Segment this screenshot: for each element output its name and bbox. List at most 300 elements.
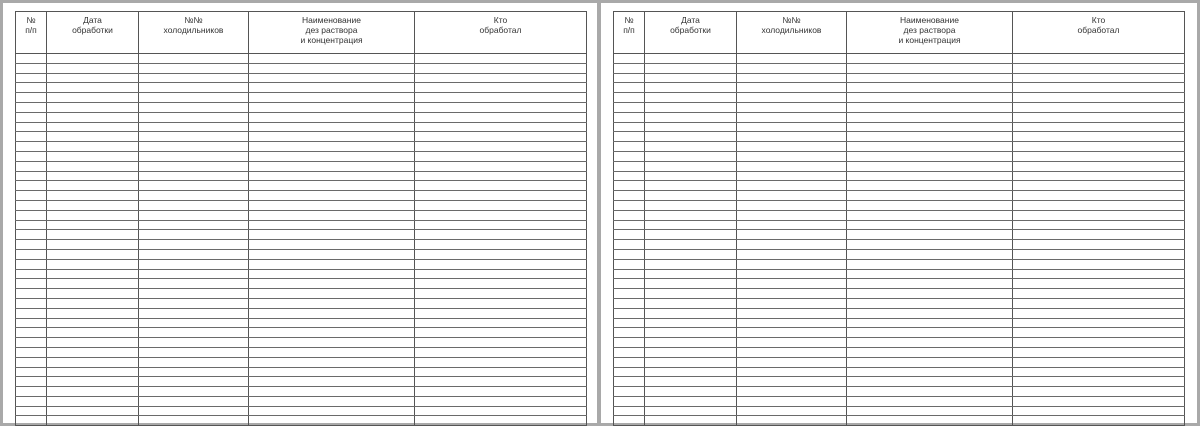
- cell-treatment-date[interactable]: [645, 347, 737, 357]
- cell-treated-by[interactable]: [1013, 200, 1185, 210]
- cell-row-number[interactable]: [16, 54, 47, 64]
- cell-fridge-numbers[interactable]: [139, 367, 249, 377]
- cell-disinfectant[interactable]: [249, 406, 415, 416]
- cell-treatment-date[interactable]: [645, 142, 737, 152]
- cell-treated-by[interactable]: [1013, 240, 1185, 250]
- cell-row-number[interactable]: [614, 318, 645, 328]
- cell-fridge-numbers[interactable]: [737, 298, 847, 308]
- cell-row-number[interactable]: [16, 151, 47, 161]
- cell-treated-by[interactable]: [415, 259, 587, 269]
- cell-treatment-date[interactable]: [645, 279, 737, 289]
- cell-disinfectant[interactable]: [847, 132, 1013, 142]
- cell-row-number[interactable]: [614, 259, 645, 269]
- cell-treated-by[interactable]: [415, 387, 587, 397]
- cell-fridge-numbers[interactable]: [139, 93, 249, 103]
- cell-treatment-date[interactable]: [47, 269, 139, 279]
- cell-disinfectant[interactable]: [249, 328, 415, 338]
- cell-treated-by[interactable]: [1013, 151, 1185, 161]
- cell-row-number[interactable]: [614, 171, 645, 181]
- cell-disinfectant[interactable]: [847, 269, 1013, 279]
- cell-treated-by[interactable]: [1013, 63, 1185, 73]
- cell-row-number[interactable]: [16, 328, 47, 338]
- cell-treated-by[interactable]: [1013, 210, 1185, 220]
- cell-treatment-date[interactable]: [47, 220, 139, 230]
- cell-fridge-numbers[interactable]: [737, 357, 847, 367]
- cell-treatment-date[interactable]: [47, 181, 139, 191]
- cell-disinfectant[interactable]: [847, 73, 1013, 83]
- cell-row-number[interactable]: [16, 171, 47, 181]
- cell-fridge-numbers[interactable]: [737, 122, 847, 132]
- cell-treatment-date[interactable]: [645, 171, 737, 181]
- cell-fridge-numbers[interactable]: [139, 416, 249, 426]
- cell-treatment-date[interactable]: [47, 151, 139, 161]
- cell-treated-by[interactable]: [1013, 259, 1185, 269]
- cell-fridge-numbers[interactable]: [139, 122, 249, 132]
- cell-fridge-numbers[interactable]: [139, 73, 249, 83]
- cell-row-number[interactable]: [614, 54, 645, 64]
- cell-disinfectant[interactable]: [847, 357, 1013, 367]
- cell-treated-by[interactable]: [1013, 338, 1185, 348]
- cell-disinfectant[interactable]: [249, 83, 415, 93]
- cell-disinfectant[interactable]: [847, 347, 1013, 357]
- cell-fridge-numbers[interactable]: [139, 230, 249, 240]
- cell-disinfectant[interactable]: [249, 298, 415, 308]
- cell-row-number[interactable]: [614, 347, 645, 357]
- cell-row-number[interactable]: [614, 181, 645, 191]
- cell-row-number[interactable]: [614, 396, 645, 406]
- cell-treatment-date[interactable]: [47, 230, 139, 240]
- cell-treatment-date[interactable]: [47, 210, 139, 220]
- cell-treated-by[interactable]: [1013, 279, 1185, 289]
- cell-treatment-date[interactable]: [645, 298, 737, 308]
- cell-row-number[interactable]: [614, 191, 645, 201]
- cell-fridge-numbers[interactable]: [737, 191, 847, 201]
- cell-disinfectant[interactable]: [847, 367, 1013, 377]
- cell-treatment-date[interactable]: [645, 338, 737, 348]
- cell-treated-by[interactable]: [415, 191, 587, 201]
- cell-fridge-numbers[interactable]: [737, 289, 847, 299]
- cell-disinfectant[interactable]: [847, 200, 1013, 210]
- cell-treated-by[interactable]: [1013, 367, 1185, 377]
- cell-row-number[interactable]: [614, 416, 645, 426]
- cell-disinfectant[interactable]: [847, 338, 1013, 348]
- cell-treated-by[interactable]: [415, 132, 587, 142]
- cell-treatment-date[interactable]: [47, 308, 139, 318]
- cell-row-number[interactable]: [16, 387, 47, 397]
- cell-fridge-numbers[interactable]: [139, 308, 249, 318]
- cell-row-number[interactable]: [16, 112, 47, 122]
- cell-treated-by[interactable]: [1013, 161, 1185, 171]
- cell-disinfectant[interactable]: [249, 347, 415, 357]
- cell-treated-by[interactable]: [1013, 54, 1185, 64]
- cell-treated-by[interactable]: [415, 249, 587, 259]
- cell-fridge-numbers[interactable]: [737, 93, 847, 103]
- cell-treated-by[interactable]: [1013, 171, 1185, 181]
- cell-fridge-numbers[interactable]: [139, 406, 249, 416]
- cell-disinfectant[interactable]: [249, 367, 415, 377]
- cell-treatment-date[interactable]: [47, 279, 139, 289]
- cell-fridge-numbers[interactable]: [139, 338, 249, 348]
- cell-treatment-date[interactable]: [47, 249, 139, 259]
- cell-row-number[interactable]: [16, 220, 47, 230]
- cell-fridge-numbers[interactable]: [737, 367, 847, 377]
- cell-treatment-date[interactable]: [645, 357, 737, 367]
- cell-fridge-numbers[interactable]: [139, 328, 249, 338]
- cell-row-number[interactable]: [16, 63, 47, 73]
- cell-treated-by[interactable]: [415, 83, 587, 93]
- cell-disinfectant[interactable]: [249, 54, 415, 64]
- cell-disinfectant[interactable]: [847, 328, 1013, 338]
- cell-treated-by[interactable]: [415, 210, 587, 220]
- cell-treated-by[interactable]: [1013, 318, 1185, 328]
- cell-treated-by[interactable]: [1013, 269, 1185, 279]
- cell-disinfectant[interactable]: [249, 191, 415, 201]
- cell-disinfectant[interactable]: [249, 161, 415, 171]
- cell-row-number[interactable]: [614, 151, 645, 161]
- cell-disinfectant[interactable]: [847, 387, 1013, 397]
- cell-treatment-date[interactable]: [645, 240, 737, 250]
- cell-disinfectant[interactable]: [249, 102, 415, 112]
- cell-treated-by[interactable]: [415, 308, 587, 318]
- cell-treated-by[interactable]: [415, 112, 587, 122]
- cell-treated-by[interactable]: [415, 230, 587, 240]
- cell-disinfectant[interactable]: [249, 289, 415, 299]
- cell-row-number[interactable]: [614, 230, 645, 240]
- cell-treatment-date[interactable]: [47, 357, 139, 367]
- cell-treatment-date[interactable]: [645, 220, 737, 230]
- cell-treated-by[interactable]: [1013, 249, 1185, 259]
- cell-fridge-numbers[interactable]: [139, 298, 249, 308]
- cell-treatment-date[interactable]: [645, 181, 737, 191]
- cell-treatment-date[interactable]: [645, 387, 737, 397]
- cell-fridge-numbers[interactable]: [737, 151, 847, 161]
- cell-treated-by[interactable]: [1013, 230, 1185, 240]
- cell-treated-by[interactable]: [415, 240, 587, 250]
- cell-row-number[interactable]: [16, 259, 47, 269]
- cell-treated-by[interactable]: [415, 406, 587, 416]
- cell-disinfectant[interactable]: [847, 220, 1013, 230]
- cell-row-number[interactable]: [614, 377, 645, 387]
- cell-disinfectant[interactable]: [847, 240, 1013, 250]
- cell-treatment-date[interactable]: [47, 347, 139, 357]
- cell-row-number[interactable]: [614, 210, 645, 220]
- cell-treatment-date[interactable]: [47, 200, 139, 210]
- cell-row-number[interactable]: [614, 102, 645, 112]
- cell-treatment-date[interactable]: [47, 240, 139, 250]
- cell-disinfectant[interactable]: [249, 73, 415, 83]
- cell-treated-by[interactable]: [415, 63, 587, 73]
- cell-fridge-numbers[interactable]: [139, 387, 249, 397]
- cell-row-number[interactable]: [16, 269, 47, 279]
- cell-disinfectant[interactable]: [847, 171, 1013, 181]
- cell-row-number[interactable]: [614, 269, 645, 279]
- cell-row-number[interactable]: [16, 396, 47, 406]
- cell-treatment-date[interactable]: [645, 249, 737, 259]
- cell-row-number[interactable]: [614, 83, 645, 93]
- cell-treatment-date[interactable]: [47, 318, 139, 328]
- cell-disinfectant[interactable]: [249, 396, 415, 406]
- cell-disinfectant[interactable]: [249, 387, 415, 397]
- cell-treatment-date[interactable]: [645, 191, 737, 201]
- cell-row-number[interactable]: [614, 289, 645, 299]
- cell-treated-by[interactable]: [415, 151, 587, 161]
- cell-fridge-numbers[interactable]: [737, 347, 847, 357]
- cell-fridge-numbers[interactable]: [139, 151, 249, 161]
- cell-treatment-date[interactable]: [645, 367, 737, 377]
- cell-fridge-numbers[interactable]: [139, 83, 249, 93]
- cell-row-number[interactable]: [16, 308, 47, 318]
- cell-fridge-numbers[interactable]: [737, 338, 847, 348]
- cell-treatment-date[interactable]: [47, 338, 139, 348]
- cell-fridge-numbers[interactable]: [737, 396, 847, 406]
- cell-fridge-numbers[interactable]: [737, 210, 847, 220]
- cell-disinfectant[interactable]: [249, 142, 415, 152]
- cell-fridge-numbers[interactable]: [139, 191, 249, 201]
- cell-disinfectant[interactable]: [249, 122, 415, 132]
- cell-row-number[interactable]: [614, 328, 645, 338]
- cell-treated-by[interactable]: [1013, 357, 1185, 367]
- cell-treatment-date[interactable]: [645, 54, 737, 64]
- cell-treatment-date[interactable]: [47, 73, 139, 83]
- cell-row-number[interactable]: [16, 181, 47, 191]
- cell-treatment-date[interactable]: [645, 377, 737, 387]
- cell-disinfectant[interactable]: [847, 406, 1013, 416]
- cell-treatment-date[interactable]: [47, 122, 139, 132]
- cell-treated-by[interactable]: [415, 416, 587, 426]
- cell-treated-by[interactable]: [1013, 220, 1185, 230]
- cell-treatment-date[interactable]: [645, 102, 737, 112]
- cell-treated-by[interactable]: [1013, 181, 1185, 191]
- cell-fridge-numbers[interactable]: [737, 240, 847, 250]
- cell-treated-by[interactable]: [415, 396, 587, 406]
- cell-fridge-numbers[interactable]: [139, 54, 249, 64]
- cell-treated-by[interactable]: [1013, 83, 1185, 93]
- cell-disinfectant[interactable]: [847, 122, 1013, 132]
- cell-treatment-date[interactable]: [47, 416, 139, 426]
- cell-fridge-numbers[interactable]: [737, 142, 847, 152]
- cell-row-number[interactable]: [614, 220, 645, 230]
- cell-disinfectant[interactable]: [249, 210, 415, 220]
- cell-treated-by[interactable]: [415, 279, 587, 289]
- cell-treated-by[interactable]: [415, 338, 587, 348]
- cell-fridge-numbers[interactable]: [139, 210, 249, 220]
- cell-fridge-numbers[interactable]: [139, 259, 249, 269]
- cell-treatment-date[interactable]: [47, 63, 139, 73]
- cell-fridge-numbers[interactable]: [737, 230, 847, 240]
- cell-disinfectant[interactable]: [249, 279, 415, 289]
- cell-treated-by[interactable]: [415, 93, 587, 103]
- cell-fridge-numbers[interactable]: [139, 220, 249, 230]
- cell-row-number[interactable]: [16, 298, 47, 308]
- cell-treatment-date[interactable]: [47, 259, 139, 269]
- cell-treatment-date[interactable]: [47, 102, 139, 112]
- cell-fridge-numbers[interactable]: [139, 357, 249, 367]
- cell-treatment-date[interactable]: [47, 132, 139, 142]
- cell-row-number[interactable]: [16, 142, 47, 152]
- cell-fridge-numbers[interactable]: [139, 396, 249, 406]
- cell-treated-by[interactable]: [415, 142, 587, 152]
- cell-row-number[interactable]: [16, 406, 47, 416]
- cell-treated-by[interactable]: [415, 367, 587, 377]
- cell-treated-by[interactable]: [1013, 93, 1185, 103]
- cell-treated-by[interactable]: [415, 269, 587, 279]
- cell-fridge-numbers[interactable]: [139, 181, 249, 191]
- cell-disinfectant[interactable]: [847, 298, 1013, 308]
- cell-fridge-numbers[interactable]: [737, 132, 847, 142]
- cell-disinfectant[interactable]: [249, 308, 415, 318]
- cell-row-number[interactable]: [16, 93, 47, 103]
- cell-treatment-date[interactable]: [645, 83, 737, 93]
- cell-treatment-date[interactable]: [47, 161, 139, 171]
- cell-row-number[interactable]: [16, 367, 47, 377]
- cell-treated-by[interactable]: [415, 377, 587, 387]
- cell-treated-by[interactable]: [415, 347, 587, 357]
- cell-disinfectant[interactable]: [249, 357, 415, 367]
- cell-treated-by[interactable]: [415, 122, 587, 132]
- cell-row-number[interactable]: [16, 122, 47, 132]
- cell-treated-by[interactable]: [1013, 112, 1185, 122]
- cell-disinfectant[interactable]: [847, 63, 1013, 73]
- cell-disinfectant[interactable]: [249, 200, 415, 210]
- cell-treated-by[interactable]: [1013, 132, 1185, 142]
- cell-treated-by[interactable]: [1013, 298, 1185, 308]
- cell-fridge-numbers[interactable]: [737, 406, 847, 416]
- cell-disinfectant[interactable]: [249, 230, 415, 240]
- cell-disinfectant[interactable]: [847, 93, 1013, 103]
- cell-fridge-numbers[interactable]: [139, 171, 249, 181]
- cell-treatment-date[interactable]: [645, 416, 737, 426]
- cell-treated-by[interactable]: [1013, 122, 1185, 132]
- cell-disinfectant[interactable]: [847, 210, 1013, 220]
- cell-treatment-date[interactable]: [47, 328, 139, 338]
- cell-disinfectant[interactable]: [847, 289, 1013, 299]
- cell-row-number[interactable]: [614, 338, 645, 348]
- cell-row-number[interactable]: [614, 240, 645, 250]
- cell-disinfectant[interactable]: [847, 102, 1013, 112]
- cell-disinfectant[interactable]: [847, 377, 1013, 387]
- cell-row-number[interactable]: [16, 347, 47, 357]
- cell-row-number[interactable]: [16, 73, 47, 83]
- cell-row-number[interactable]: [16, 200, 47, 210]
- cell-treatment-date[interactable]: [645, 308, 737, 318]
- cell-treated-by[interactable]: [1013, 387, 1185, 397]
- cell-fridge-numbers[interactable]: [139, 161, 249, 171]
- cell-row-number[interactable]: [16, 83, 47, 93]
- cell-row-number[interactable]: [614, 279, 645, 289]
- cell-row-number[interactable]: [614, 298, 645, 308]
- cell-treated-by[interactable]: [1013, 347, 1185, 357]
- cell-treated-by[interactable]: [415, 357, 587, 367]
- cell-treatment-date[interactable]: [47, 367, 139, 377]
- cell-row-number[interactable]: [614, 73, 645, 83]
- cell-row-number[interactable]: [16, 377, 47, 387]
- cell-treatment-date[interactable]: [47, 93, 139, 103]
- cell-treatment-date[interactable]: [645, 289, 737, 299]
- cell-fridge-numbers[interactable]: [139, 112, 249, 122]
- cell-treated-by[interactable]: [1013, 406, 1185, 416]
- cell-disinfectant[interactable]: [847, 181, 1013, 191]
- cell-fridge-numbers[interactable]: [737, 200, 847, 210]
- cell-fridge-numbers[interactable]: [737, 259, 847, 269]
- cell-treatment-date[interactable]: [645, 112, 737, 122]
- cell-fridge-numbers[interactable]: [737, 279, 847, 289]
- cell-fridge-numbers[interactable]: [737, 102, 847, 112]
- cell-fridge-numbers[interactable]: [737, 181, 847, 191]
- cell-treatment-date[interactable]: [645, 269, 737, 279]
- cell-disinfectant[interactable]: [249, 132, 415, 142]
- cell-row-number[interactable]: [614, 93, 645, 103]
- cell-fridge-numbers[interactable]: [737, 387, 847, 397]
- cell-row-number[interactable]: [614, 161, 645, 171]
- cell-disinfectant[interactable]: [249, 416, 415, 426]
- cell-disinfectant[interactable]: [847, 308, 1013, 318]
- cell-row-number[interactable]: [614, 249, 645, 259]
- cell-fridge-numbers[interactable]: [139, 347, 249, 357]
- cell-disinfectant[interactable]: [847, 259, 1013, 269]
- cell-fridge-numbers[interactable]: [139, 102, 249, 112]
- cell-treated-by[interactable]: [415, 161, 587, 171]
- cell-disinfectant[interactable]: [847, 191, 1013, 201]
- cell-fridge-numbers[interactable]: [737, 161, 847, 171]
- cell-disinfectant[interactable]: [249, 338, 415, 348]
- cell-row-number[interactable]: [614, 387, 645, 397]
- cell-treatment-date[interactable]: [47, 191, 139, 201]
- cell-treated-by[interactable]: [1013, 377, 1185, 387]
- cell-fridge-numbers[interactable]: [737, 328, 847, 338]
- cell-treated-by[interactable]: [415, 220, 587, 230]
- cell-disinfectant[interactable]: [249, 63, 415, 73]
- cell-treated-by[interactable]: [1013, 328, 1185, 338]
- cell-row-number[interactable]: [614, 406, 645, 416]
- cell-row-number[interactable]: [16, 132, 47, 142]
- cell-row-number[interactable]: [614, 200, 645, 210]
- cell-fridge-numbers[interactable]: [737, 308, 847, 318]
- cell-disinfectant[interactable]: [249, 318, 415, 328]
- cell-disinfectant[interactable]: [249, 269, 415, 279]
- cell-treated-by[interactable]: [415, 200, 587, 210]
- cell-disinfectant[interactable]: [847, 279, 1013, 289]
- cell-disinfectant[interactable]: [249, 259, 415, 269]
- cell-treatment-date[interactable]: [47, 377, 139, 387]
- cell-treated-by[interactable]: [1013, 308, 1185, 318]
- cell-treated-by[interactable]: [1013, 416, 1185, 426]
- cell-disinfectant[interactable]: [249, 377, 415, 387]
- cell-treatment-date[interactable]: [645, 161, 737, 171]
- cell-row-number[interactable]: [16, 338, 47, 348]
- cell-treated-by[interactable]: [415, 171, 587, 181]
- cell-fridge-numbers[interactable]: [737, 83, 847, 93]
- cell-treatment-date[interactable]: [47, 54, 139, 64]
- cell-fridge-numbers[interactable]: [139, 249, 249, 259]
- cell-disinfectant[interactable]: [847, 112, 1013, 122]
- cell-disinfectant[interactable]: [249, 220, 415, 230]
- cell-treatment-date[interactable]: [47, 142, 139, 152]
- cell-disinfectant[interactable]: [249, 112, 415, 122]
- cell-treated-by[interactable]: [1013, 73, 1185, 83]
- cell-treated-by[interactable]: [1013, 142, 1185, 152]
- cell-row-number[interactable]: [614, 132, 645, 142]
- cell-fridge-numbers[interactable]: [737, 416, 847, 426]
- cell-treatment-date[interactable]: [645, 259, 737, 269]
- cell-row-number[interactable]: [614, 122, 645, 132]
- cell-fridge-numbers[interactable]: [139, 63, 249, 73]
- cell-treated-by[interactable]: [415, 102, 587, 112]
- cell-row-number[interactable]: [16, 289, 47, 299]
- cell-disinfectant[interactable]: [847, 396, 1013, 406]
- cell-treatment-date[interactable]: [645, 132, 737, 142]
- cell-row-number[interactable]: [16, 102, 47, 112]
- cell-treatment-date[interactable]: [645, 396, 737, 406]
